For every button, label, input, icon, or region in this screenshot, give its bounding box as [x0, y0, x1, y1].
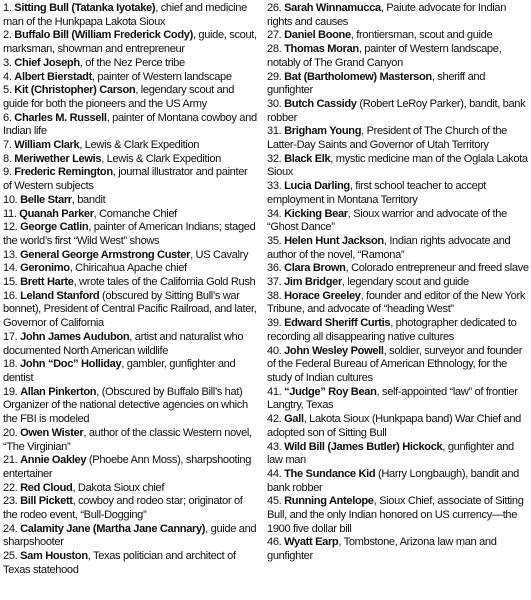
legend-entry [267, 153, 529, 180]
legend-entry [267, 468, 529, 495]
legend-entry [267, 345, 529, 386]
legend-entry [3, 29, 257, 56]
entry-description: (Phoebe Ann Moss), sharpshooting entertainer [3, 454, 252, 480]
legend-entry [3, 208, 257, 222]
entry-number: 22. [3, 481, 18, 494]
entry-description: , legendary scout and guide for both the pioneers and the US Army [3, 84, 235, 110]
entry-description: , mystic medicine man of the Oglala Lakota Sioux [267, 152, 528, 179]
entry-number: 38. [267, 289, 282, 302]
legend-entry [3, 153, 257, 167]
legend-entry [267, 290, 529, 317]
entry-number: 2. [3, 29, 12, 42]
entry-number: 24. [3, 522, 18, 535]
legend-entry [3, 482, 257, 496]
entry-number: 32. [267, 152, 282, 165]
legend-entry [3, 290, 257, 331]
legend-entry [267, 441, 529, 468]
entry-description: , Sioux Chief, associate of Sitting Bull, and the only Indian honored on US currency—the 1900 five dollar bill [267, 495, 524, 535]
entry-name: Sitting Bull (Tatanka Iyotake) [14, 2, 156, 14]
entry-description: (obscured by Sitting Bull’s war bonnet), President of Central Pacific Railroad, and later, Governor of California [3, 289, 257, 330]
legend-entry [267, 536, 529, 563]
entry-number: 15. [3, 276, 18, 289]
legend-entry [3, 523, 257, 550]
entry-name: Horace Greeley [284, 289, 361, 302]
entry-description: , Sioux warrior and advocate of the “Ghost Dance” [267, 207, 507, 234]
entry-description: , Lewis & Clark Expedition [79, 139, 200, 152]
entry-description: , first school teacher to accept employment in Montana Territory [267, 180, 487, 206]
legend-entry [267, 235, 529, 262]
entry-number: 5. [3, 84, 12, 97]
legend-entry [3, 194, 257, 208]
entry-number: 27. [267, 29, 282, 42]
entry-number: 11. [3, 207, 17, 220]
entry-name: George Catlin [20, 221, 89, 234]
entry-name: Kicking Bear [284, 207, 348, 220]
entry-description: , founder and editor of the New York Tribune, and advocate of “heading West” [267, 289, 526, 316]
legend-entry [3, 550, 257, 577]
entry-number: 10. [3, 193, 18, 206]
entry-name: Meriwether Lewis [14, 152, 102, 165]
entry-name: Belle Starr [20, 193, 72, 206]
legend-entry [267, 71, 529, 98]
entry-description: , Comanche Chief [93, 207, 177, 220]
entry-description: , painter of Montana cowboy and Indian life [3, 111, 257, 138]
entry-number: 13. [3, 248, 18, 261]
entry-description: , sheriff and gunfighter [267, 70, 486, 97]
entry-number: 34. [267, 207, 282, 220]
entry-name: “Judge” Roy Bean [284, 385, 377, 398]
entry-description: , guide and sharpshooter [3, 522, 257, 549]
entry-name: John Wesley Powell [284, 344, 384, 357]
entry-name: Red Cloud [20, 481, 73, 494]
legend-entry [267, 2, 529, 29]
legend-entry [3, 331, 257, 358]
entry-number: 16. [3, 289, 18, 302]
entry-description: , gambler, gunfighter and dentist [3, 358, 236, 384]
entry-name: Frederic Remington [14, 166, 113, 179]
legend-entry [267, 125, 529, 152]
entry-number: 31. [267, 125, 282, 138]
entry-name: Helen Hunt Jackson [284, 234, 384, 247]
entry-name: Charles M. Russell [14, 111, 107, 124]
entry-number: 19. [3, 385, 18, 398]
legend-entry [3, 112, 257, 139]
entry-number: 12. [3, 221, 18, 234]
entry-description: , Chiricahua Apache chief [69, 262, 187, 275]
entry-name: Chief Joseph [14, 56, 80, 69]
legend-entry [3, 166, 257, 193]
entry-description: , author of the classic Western novel, “The Virginian” [3, 426, 252, 453]
entry-description: , of the Nez Perce tribe [79, 56, 185, 69]
entry-name: Jim Bridger [284, 276, 342, 289]
entry-number: 40. [267, 344, 282, 357]
legend-entry [3, 495, 257, 522]
entry-number: 26. [267, 2, 282, 14]
entry-name: Wild Bill (James Butler) Hickock [284, 440, 443, 453]
entry-number: 4. [3, 70, 12, 83]
entry-description: , painter of Western landscape, notably of The Grand Canyon [267, 43, 502, 69]
legend-entry [267, 495, 529, 536]
entry-number: 44. [267, 467, 282, 480]
entry-name: Albert Bierstadt [14, 70, 92, 83]
legend-entry [267, 413, 529, 440]
entry-description: , Texas politician and architect of Texas statehood [3, 550, 236, 576]
entry-description: , artist and naturalist who documented North American wildlife [3, 330, 244, 357]
entry-number: 23. [3, 495, 18, 508]
legend-column-left [3, 2, 257, 600]
entry-number: 30. [267, 97, 282, 110]
entry-name: Wyatt Earp [284, 536, 339, 549]
entry-number: 14. [3, 262, 18, 275]
entry-name: Geronimo [20, 262, 70, 275]
entry-name: Annie Oakley [20, 454, 87, 467]
entry-number: 3. [3, 56, 12, 69]
entry-number: 36. [267, 262, 282, 275]
entry-number: 7. [3, 139, 12, 152]
entry-name: Daniel Boone [284, 29, 351, 42]
entry-description: , (Obscured by Buffalo Bill’s hat) Organizer of the national detective agencies on which the FBI is modeled [3, 385, 248, 426]
entry-name: Quanah Parker [19, 207, 94, 220]
entry-number: 33. [267, 180, 282, 193]
entry-description: , cowboy and rodeo star; originator of the rodeo event, “Bull-Dogging” [3, 495, 243, 522]
entry-name: John “Doc” Holliday [20, 358, 122, 371]
legend-entry [3, 358, 257, 385]
entry-name: Black Elk [284, 152, 331, 165]
legend-column-right [267, 2, 529, 600]
entry-description: , painter of American Indians; staged the world’s first “Wild West” shows [3, 221, 256, 247]
entry-number: 20. [3, 426, 18, 439]
entry-name: Clara Brown [284, 262, 346, 275]
entry-name: Leland Stanford [20, 289, 100, 302]
entry-description: , Indian rights advocate and author of the novel, “Ramona” [267, 234, 511, 261]
entry-name: Kit (Christopher) Carson [14, 84, 136, 97]
legend-entry [267, 317, 529, 344]
entry-description: , Colorado entrepreneur and freed slave [345, 262, 529, 275]
entry-description: , US Cavalry [190, 248, 249, 261]
entry-name: Calamity Jane (Martha Jane Cannary) [20, 522, 206, 535]
entry-number: 8. [3, 152, 12, 165]
entry-name: William Clark [14, 139, 80, 152]
legend-entry [3, 454, 257, 481]
entry-name: Gall [284, 413, 304, 426]
entry-description: , legendary scout and guide [341, 276, 469, 289]
entry-description: , gunfighter and law man [267, 440, 514, 467]
legend-entry [267, 43, 529, 70]
entry-description: , guide, scout, marksman, showman and entrepreneur [3, 29, 257, 56]
entry-number: 37. [267, 276, 282, 289]
entry-number: 35. [267, 234, 282, 247]
legend-entry [3, 2, 257, 29]
entry-description: , wrote tales of the California Gold Rush [73, 276, 256, 289]
entry-number: 43. [267, 440, 282, 453]
legend-entry [267, 262, 529, 276]
entry-number: 46. [267, 536, 282, 549]
entry-name: Owen Wister [20, 426, 84, 439]
entry-number: 28. [267, 43, 282, 56]
entry-description: , frontiersman, scout and guide [350, 29, 493, 42]
entry-name: Lucia Darling [284, 180, 350, 193]
entry-name: Allan Pinkerton [20, 385, 97, 398]
entry-description: (Harry Longbaugh), bandit and bank robber [267, 467, 519, 494]
entry-description: , Paiute advocate for Indian rights and causes [267, 2, 507, 28]
legend-entry [3, 221, 257, 248]
entry-description: , Dakota Sioux chief [72, 481, 165, 494]
entry-number: 42. [267, 413, 282, 426]
legend-entry [3, 386, 257, 427]
entry-description: , Lakota Sioux (Hunkpapa band) War Chief and adopted son of Sitting Bull [267, 413, 521, 439]
entry-number: 18. [3, 358, 18, 371]
legend-entry [3, 276, 257, 290]
legend-entry [3, 262, 257, 276]
entry-name: Bill Pickett [20, 495, 73, 508]
entry-number: 39. [267, 317, 282, 330]
entry-number: 21. [3, 454, 18, 467]
legend-entry [3, 57, 257, 71]
legend-entry [3, 427, 257, 454]
entry-name: Buffalo Bill (William Frederick Cody) [14, 29, 193, 42]
entry-description: , Tombstone, Arizona law man and gunfighter [267, 536, 497, 563]
entry-name: Bat (Bartholomew) Masterson [284, 70, 432, 83]
legend-entry [267, 276, 529, 290]
entry-description: (Robert LeRoy Parker), bandit, bank robber [267, 97, 526, 124]
entry-description: , painter of Western landscape [91, 70, 232, 83]
legend-entry [3, 249, 257, 263]
legend-entry [267, 208, 529, 235]
entry-number: 9. [3, 166, 12, 179]
entry-name: Thomas Moran [284, 43, 359, 56]
entry-name: Brett Harte [20, 276, 74, 289]
entry-description: , chief and medicine man of the Hunkpapa Lakota Sioux [3, 2, 247, 28]
entry-description: , Lewis & Clark Expedition [101, 152, 221, 165]
entry-name: Sam Houston [20, 550, 88, 563]
legend-entry [267, 29, 529, 43]
legend-entry [267, 180, 529, 207]
entry-number: 29. [267, 70, 282, 83]
entry-name: Edward Sheriff Curtis [284, 317, 391, 330]
entry-description: , President of The Church of the Latter-Day Saints and Governor of Utah Territory [267, 125, 507, 152]
entry-number: 1. [3, 2, 12, 14]
entry-description: , journal illustrator and painter of Western subjects [3, 166, 248, 193]
entry-number: 6. [3, 111, 12, 124]
legend-entry [3, 84, 257, 111]
legend-entry [3, 139, 257, 153]
entry-name: Brigham Young [284, 125, 362, 138]
entry-name: Butch Cassidy [284, 97, 357, 110]
entry-description: , self-appointed “law” of frontier Langtry, Texas [267, 385, 518, 412]
entry-number: 45. [267, 495, 282, 508]
entry-number: 17. [3, 330, 18, 343]
entry-description: , bandit [71, 193, 106, 206]
legend-entry [267, 98, 529, 125]
entry-name: John James Audubon [20, 330, 130, 343]
legend-entry [3, 71, 257, 85]
legend-entry [267, 386, 529, 413]
entry-number: 41. [267, 385, 282, 398]
entry-description: , soldier, surveyor and founder of the Federal Bureau of American Ethnology, for the study of Indian cultures [267, 344, 523, 384]
entry-number: 25. [3, 550, 18, 563]
entry-description: , photographer dedicated to recording all disappearing native cultures [267, 317, 517, 343]
entry-name: Sarah Winnamucca [284, 2, 381, 14]
entry-name: General George Armstrong Custer [20, 248, 191, 261]
entry-name: The Sundance Kid [284, 467, 376, 480]
entry-name: Running Antelope [284, 495, 374, 508]
